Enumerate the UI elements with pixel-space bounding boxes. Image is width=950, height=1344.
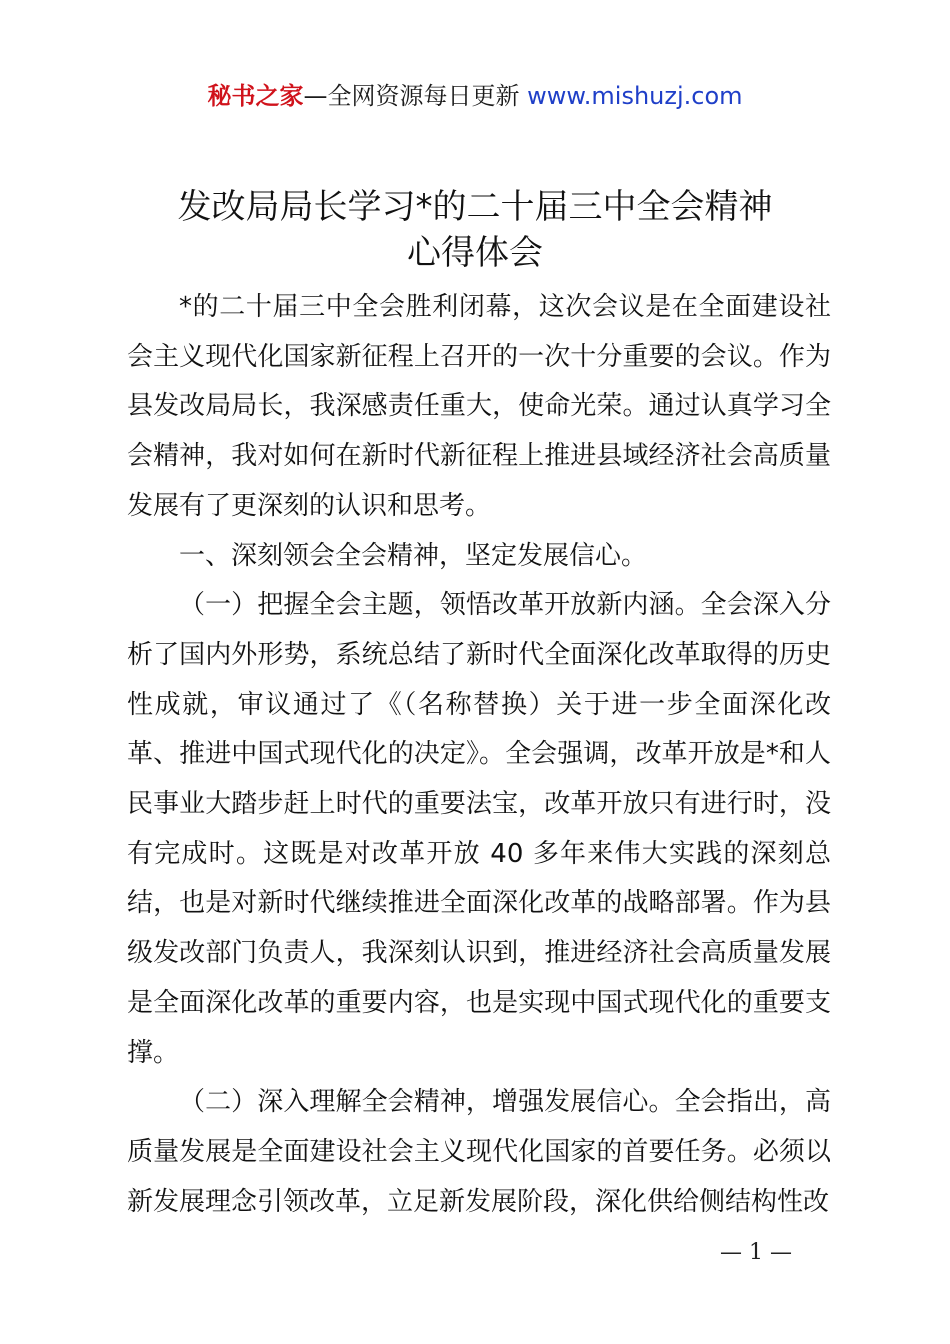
paragraph-subsection-2: （二）深入理解全会精神，增强发展信心。全会指出，高质量发展是全面建设社会主义现代化国家的首要任务。必须以新发展理念引领改革，立足新发展阶段，深化供给侧结构性改: [127, 1087, 831, 1217]
paragraph-subsection-1: （一）把握全会主题，领悟改革开放新内涵。全会深入分析了国内外形势，系统总结了新时代全面深化改革取得的历史性成就，审议通过了《（名称替换）关于进一步全面深化改革、推进中国式现代化的决定》。全会强调，改革开放是*和人民事业大踏步赶上时代的重要法宝，改革开放只有进行时，没有完成时。这既是对改革开放 40 多年来伟大实践的深刻总结，也是对新时代继续推进全面深化改革的战略部署。作为县级发改部门负责人，我深刻认识到，推进经济社会高质量发展是全面深化改革的重要内容，也是实现中国式现代化的重要支撑。: [127, 590, 831, 1068]
header-url[interactable]: www.mishuzj.com: [527, 82, 743, 110]
title-line-2: 心得体会: [407, 233, 543, 273]
header-tagline: —全网资源每日更新: [303, 82, 520, 110]
title-line-1: 发改局局长学习*的二十届三中全会精神: [177, 187, 773, 227]
paragraph-intro: *的二十届三中全会胜利闭幕，这次会议是在全面建设社会主义现代化国家新征程上召开的一次十分重要的会议。作为县发改局局长，我深感责任重大，使命光荣。通过认真学习全会精神，我对如何在新时代新征程上推进县域经济社会高质量发展有了更深刻的认识和思考。: [127, 292, 831, 521]
document-body: [127, 283, 831, 1227]
site-watermark-header: [0, 80, 950, 112]
section-heading-1: 一、深刻领会全会精神，坚定发展信心。: [179, 540, 648, 571]
brand-name: 秘书之家: [207, 82, 304, 110]
page-number: — 1 —: [720, 1240, 792, 1265]
document-title: [0, 184, 950, 276]
